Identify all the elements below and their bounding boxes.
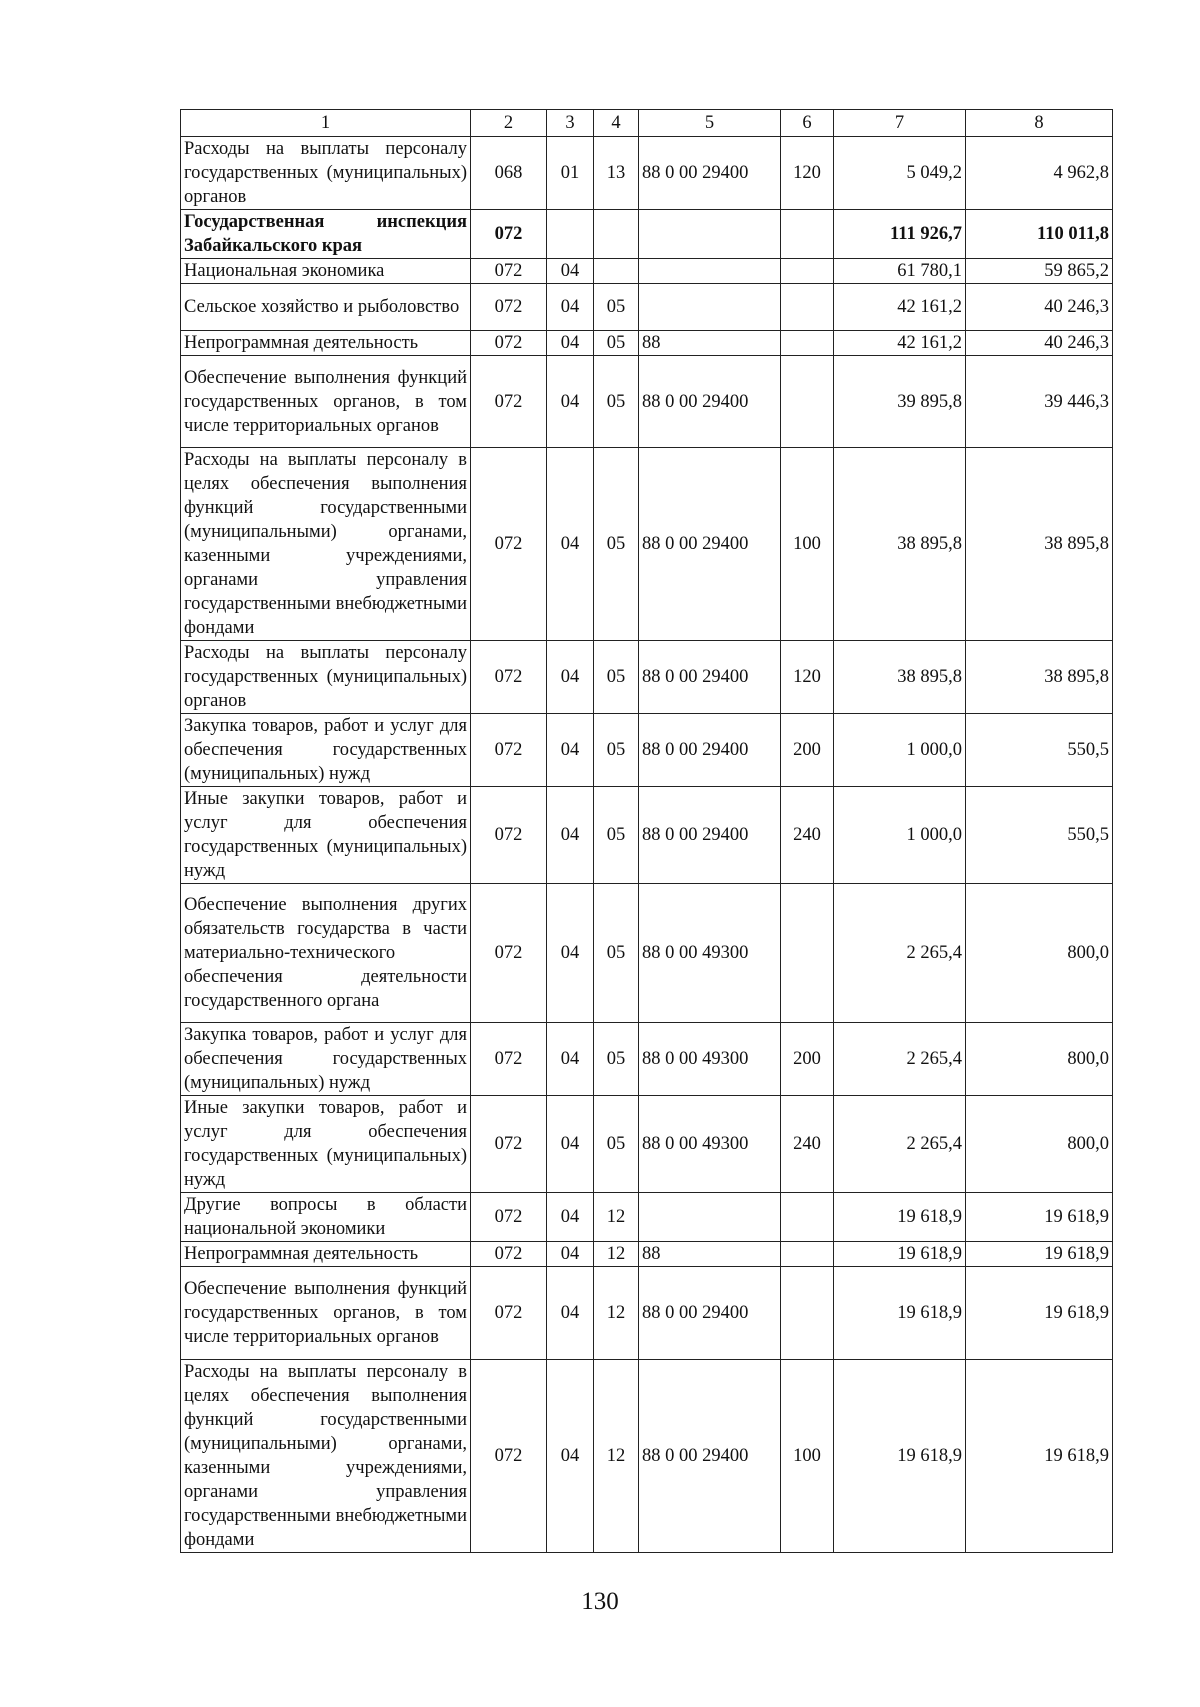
expense-name-cell: Расходы на выплаты персоналу в целях обеспечения выполнения функций государственными (муниципальными) органами, казенными учреждениями, органами управления государственными внебюджетными фондами: [181, 1360, 471, 1553]
amount-cell: 61 780,1: [834, 259, 966, 284]
expense-name-cell: Расходы на выплаты персоналу государственных (муниципальных) органов: [181, 641, 471, 714]
expense-name-cell: Непрограммная деятельность: [181, 1242, 471, 1267]
expense-name-cell: Закупка товаров, работ и услуг для обеспечения государственных (муниципальных) нужд: [181, 1023, 471, 1096]
expense-type-cell: [781, 259, 834, 284]
expense-name-cell: Непрограммная деятельность: [181, 331, 471, 356]
target-article-cell: 88 0 00 49300: [639, 884, 781, 1023]
target-article-cell: 88 0 00 29400: [639, 787, 781, 884]
expense-name-cell: Обеспечение выполнения функций государственных органов, в том числе территориальных органов: [181, 356, 471, 448]
expense-name-cell: Обеспечение выполнения функций государственных органов, в том числе территориальных органов: [181, 1267, 471, 1360]
section-code-cell: 04: [547, 259, 594, 284]
expense-type-cell: 120: [781, 641, 834, 714]
ministry-code-cell: 072: [471, 1096, 547, 1193]
expense-type-cell: 200: [781, 714, 834, 787]
expense-type-cell: [781, 1267, 834, 1360]
target-article-cell: 88 0 00 29400: [639, 714, 781, 787]
amount-cell: 39 895,8: [834, 356, 966, 448]
amount-cell: 2 265,4: [834, 1096, 966, 1193]
amount-cell: 550,5: [966, 714, 1113, 787]
expense-name-cell: Государственная инспекция Забайкальского края: [181, 210, 471, 259]
section-code-cell: 04: [547, 1023, 594, 1096]
expense-name-cell: Закупка товаров, работ и услуг для обеспечения государственных (муниципальных) нужд: [181, 714, 471, 787]
amount-cell: 40 246,3: [966, 284, 1113, 331]
amount-cell: 1 000,0: [834, 714, 966, 787]
amount-cell: 111 926,7: [834, 210, 966, 259]
section-code-cell: 04: [547, 284, 594, 331]
amount-cell: 800,0: [966, 1096, 1113, 1193]
table-row: [181, 714, 1113, 787]
table-row: [181, 1023, 1113, 1096]
subsection-code-cell: 05: [594, 884, 639, 1023]
section-code-cell: 04: [547, 331, 594, 356]
subsection-code-cell: 12: [594, 1193, 639, 1242]
expense-type-cell: 100: [781, 1360, 834, 1553]
amount-cell: 19 618,9: [834, 1193, 966, 1242]
section-code-cell: 04: [547, 787, 594, 884]
column-header: 7: [834, 110, 966, 137]
expense-name-cell: Другие вопросы в области национальной экономики: [181, 1193, 471, 1242]
section-code-cell: 04: [547, 356, 594, 448]
amount-cell: 550,5: [966, 787, 1113, 884]
ministry-code-cell: 068: [471, 137, 547, 210]
column-header: 4: [594, 110, 639, 137]
column-header: 1: [181, 110, 471, 137]
amount-cell: 800,0: [966, 884, 1113, 1023]
subsection-code-cell: 05: [594, 1096, 639, 1193]
ministry-code-cell: 072: [471, 356, 547, 448]
table-row: [181, 331, 1113, 356]
expense-type-cell: 120: [781, 137, 834, 210]
subsection-code-cell: 05: [594, 714, 639, 787]
target-article-cell: 88 0 00 29400: [639, 1267, 781, 1360]
expense-type-cell: [781, 1242, 834, 1267]
ministry-code-cell: 072: [471, 641, 547, 714]
column-header: 5: [639, 110, 781, 137]
amount-cell: 800,0: [966, 1023, 1113, 1096]
table-row: [181, 787, 1113, 884]
table-row: [181, 137, 1113, 210]
expense-type-cell: 240: [781, 787, 834, 884]
expense-type-cell: [781, 1193, 834, 1242]
ministry-code-cell: 072: [471, 259, 547, 284]
table-row: [181, 641, 1113, 714]
section-code-cell: 04: [547, 1096, 594, 1193]
page-number: 130: [581, 1588, 619, 1615]
target-article-cell: 88 0 00 29400: [639, 137, 781, 210]
amount-cell: 4 962,8: [966, 137, 1113, 210]
target-article-cell: 88: [639, 331, 781, 356]
expense-type-cell: 100: [781, 448, 834, 641]
subsection-code-cell: 05: [594, 1023, 639, 1096]
amount-cell: 40 246,3: [966, 331, 1113, 356]
table-row: [181, 1193, 1113, 1242]
ministry-code-cell: 072: [471, 1267, 547, 1360]
section-code-cell: [547, 210, 594, 259]
table-row: [181, 259, 1113, 284]
amount-cell: 19 618,9: [966, 1267, 1113, 1360]
target-article-cell: 88 0 00 29400: [639, 641, 781, 714]
expense-type-cell: 240: [781, 1096, 834, 1193]
ministry-code-cell: 072: [471, 448, 547, 641]
ministry-code-cell: 072: [471, 284, 547, 331]
section-code-cell: 04: [547, 641, 594, 714]
target-article-cell: 88 0 00 49300: [639, 1023, 781, 1096]
amount-cell: 19 618,9: [834, 1360, 966, 1553]
subsection-code-cell: 05: [594, 331, 639, 356]
expense-type-cell: [781, 210, 834, 259]
table-row: [181, 356, 1113, 448]
expense-type-cell: [781, 356, 834, 448]
target-article-cell: [639, 284, 781, 331]
amount-cell: 19 618,9: [966, 1193, 1113, 1242]
subsection-code-cell: 05: [594, 641, 639, 714]
subsection-code-cell: 12: [594, 1267, 639, 1360]
table-row: [181, 1360, 1113, 1553]
amount-cell: 39 446,3: [966, 356, 1113, 448]
subsection-code-cell: [594, 210, 639, 259]
expense-name-cell: Обеспечение выполнения других обязательств государства в части материально-технического обеспечения деятельности государственного органа: [181, 884, 471, 1023]
amount-cell: 38 895,8: [966, 448, 1113, 641]
target-article-cell: 88: [639, 1242, 781, 1267]
amount-cell: 110 011,8: [966, 210, 1113, 259]
expense-type-cell: [781, 884, 834, 1023]
amount-cell: 2 265,4: [834, 884, 966, 1023]
budget-table: [180, 109, 1113, 1553]
section-code-cell: 04: [547, 1360, 594, 1553]
subsection-code-cell: 12: [594, 1242, 639, 1267]
subsection-code-cell: 05: [594, 787, 639, 884]
amount-cell: 59 865,2: [966, 259, 1113, 284]
expense-type-cell: 200: [781, 1023, 834, 1096]
amount-cell: 1 000,0: [834, 787, 966, 884]
subsection-code-cell: 05: [594, 284, 639, 331]
amount-cell: 42 161,2: [834, 284, 966, 331]
amount-cell: 38 895,8: [966, 641, 1113, 714]
ministry-code-cell: 072: [471, 1360, 547, 1553]
target-article-cell: [639, 259, 781, 284]
section-code-cell: 04: [547, 884, 594, 1023]
table-row: [181, 1096, 1113, 1193]
target-article-cell: 88 0 00 29400: [639, 1360, 781, 1553]
section-code-cell: 04: [547, 1193, 594, 1242]
table-row: [181, 1267, 1113, 1360]
amount-cell: 19 618,9: [834, 1242, 966, 1267]
ministry-code-cell: 072: [471, 210, 547, 259]
table-row: [181, 1242, 1113, 1267]
amount-cell: 19 618,9: [966, 1360, 1113, 1553]
expense-name-cell: Иные закупки товаров, работ и услуг для обеспечения государственных (муниципальных) нужд: [181, 787, 471, 884]
amount-cell: 5 049,2: [834, 137, 966, 210]
column-header: 6: [781, 110, 834, 137]
amount-cell: 19 618,9: [966, 1242, 1113, 1267]
section-code-cell: 04: [547, 1267, 594, 1360]
expense-name-cell: Расходы на выплаты персоналу государственных (муниципальных) органов: [181, 137, 471, 210]
ministry-code-cell: 072: [471, 714, 547, 787]
target-article-cell: 88 0 00 29400: [639, 448, 781, 641]
ministry-code-cell: 072: [471, 1193, 547, 1242]
section-code-cell: 04: [547, 1242, 594, 1267]
amount-cell: 42 161,2: [834, 331, 966, 356]
amount-cell: 38 895,8: [834, 641, 966, 714]
subsection-code-cell: 12: [594, 1360, 639, 1553]
ministry-code-cell: 072: [471, 331, 547, 356]
section-code-cell: 04: [547, 714, 594, 787]
ministry-code-cell: 072: [471, 1023, 547, 1096]
table-row: [181, 448, 1113, 641]
table-row: [181, 210, 1113, 259]
expense-type-cell: [781, 331, 834, 356]
expense-name-cell: Сельское хозяйство и рыболовство: [181, 284, 471, 331]
subsection-code-cell: 13: [594, 137, 639, 210]
expense-name-cell: Расходы на выплаты персоналу в целях обеспечения выполнения функций государственными (муниципальными) органами, казенными учреждениями, органами управления государственными внебюджетными фондами: [181, 448, 471, 641]
ministry-code-cell: 072: [471, 884, 547, 1023]
section-code-cell: 04: [547, 448, 594, 641]
amount-cell: 19 618,9: [834, 1267, 966, 1360]
target-article-cell: [639, 1193, 781, 1242]
subsection-code-cell: 05: [594, 356, 639, 448]
column-header: 3: [547, 110, 594, 137]
expense-type-cell: [781, 284, 834, 331]
table-row: [181, 284, 1113, 331]
target-article-cell: 88 0 00 29400: [639, 356, 781, 448]
expense-name-cell: Иные закупки товаров, работ и услуг для обеспечения государственных (муниципальных) нужд: [181, 1096, 471, 1193]
target-article-cell: 88 0 00 49300: [639, 1096, 781, 1193]
table-body: [181, 137, 1113, 1553]
subsection-code-cell: 05: [594, 448, 639, 641]
section-code-cell: 01: [547, 137, 594, 210]
ministry-code-cell: 072: [471, 1242, 547, 1267]
ministry-code-cell: 072: [471, 787, 547, 884]
subsection-code-cell: [594, 259, 639, 284]
column-header: 8: [966, 110, 1113, 137]
expense-name-cell: Национальная экономика: [181, 259, 471, 284]
column-number-row: [181, 110, 1113, 137]
table-row: [181, 884, 1113, 1023]
column-header: 2: [471, 110, 547, 137]
amount-cell: 2 265,4: [834, 1023, 966, 1096]
target-article-cell: [639, 210, 781, 259]
amount-cell: 38 895,8: [834, 448, 966, 641]
